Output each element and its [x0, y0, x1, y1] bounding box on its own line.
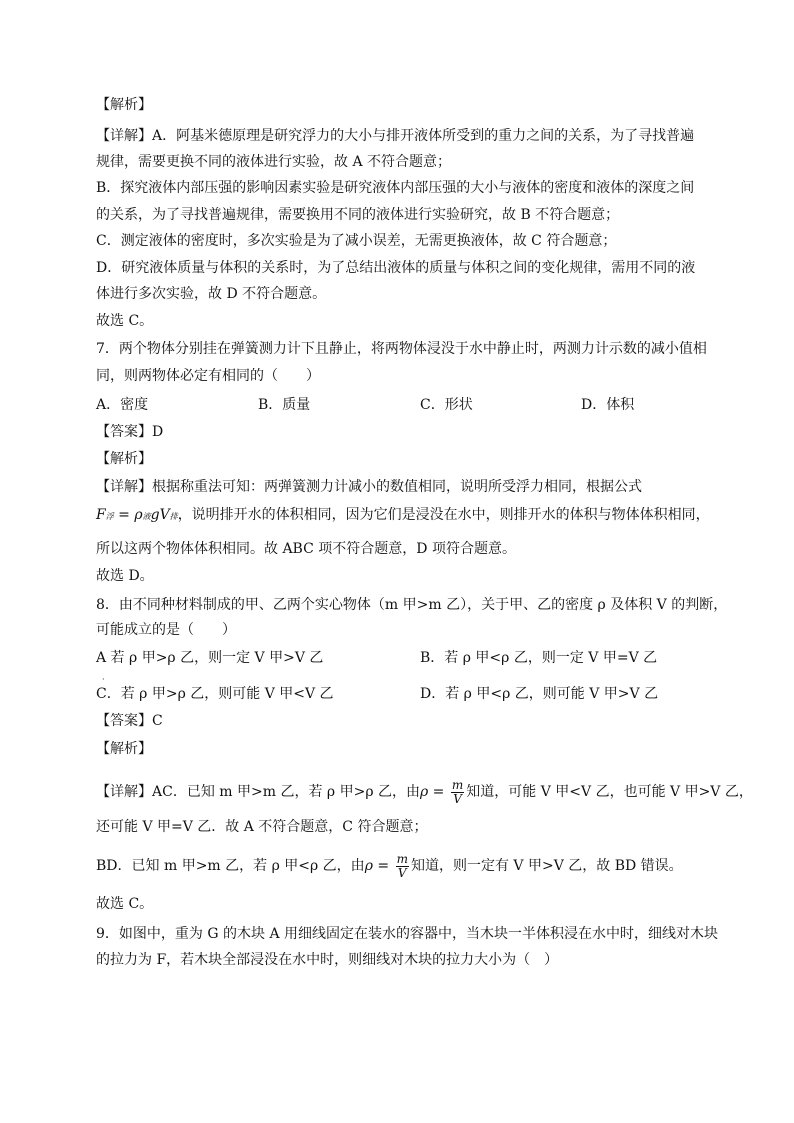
- option-dot-mark: ·: [102, 675, 105, 684]
- q8-option-d: D．若 ρ 甲<ρ 乙，则可能 V 甲>V 乙: [420, 686, 659, 702]
- q7-option-b: B．质量: [258, 397, 311, 413]
- l02: 【详解】A．阿基米德原理是研究浮力的大小与排开液体所受到的重力之间的关系，为了寻找普遍: [96, 128, 695, 144]
- buoyancy-formula: F浮 = ρ液gV排: [96, 507, 178, 523]
- q9-stem-line2: 的拉力为 F，若木块全部浸没在水中时，则细线对木块的拉力大小为（ ）: [96, 952, 559, 968]
- q8-detail-ac: 【详解】AC．已知 m 甲>m 乙，若 ρ 甲>ρ 乙，由ρ = $\frac{m}{V}$ 知道，可能 V 甲<V 乙，也可能 V 甲>V 乙，: [96, 777, 753, 806]
- q8-analysis-heading: 【解析】: [96, 741, 152, 757]
- q7-conclusion: 故选 D。: [96, 568, 154, 584]
- density-fraction: $\frac{m}{V}$: [396, 851, 408, 880]
- q7-stem-line2: 同，则两物体必定有相同的（ ）: [96, 368, 320, 384]
- q8-stem-line1: 8．由不同种材料制成的甲、乙两个实心物体（m 甲>m 乙），关于甲、乙的密度 ρ 及体积 V 的判断，: [96, 597, 728, 613]
- l08: 体进行多次实验，故 D 不符合题意。: [96, 286, 327, 302]
- q8-stem-line2: 可能成立的是（ ）: [96, 622, 236, 638]
- q8-answer: 【答案】C: [96, 713, 163, 729]
- l01: 【解析】: [96, 97, 152, 113]
- q7-answer: 【答案】D: [96, 424, 164, 440]
- l07: D．研究液体质量与体积的关系时，为了总结出液体的质量与体积之间的变化规律，需用不同的液: [96, 260, 696, 276]
- q7-detail-line1: 【详解】根据称重法可知：两弹簧测力计减小的数值相同，说明所受浮力相同，根据公式: [96, 479, 642, 495]
- l03: 规律，需要更换不同的液体进行实验，故 A 不符合题意；: [96, 154, 452, 170]
- q7-option-d: D．体积: [581, 397, 635, 413]
- q8-conclusion: 故选 C。: [96, 896, 154, 912]
- q7-option-a: A．密度: [96, 397, 149, 413]
- q7-detail-line3: 所以这两个物体体积相同。故 ABC 项不符合题意，D 项符合题意。: [96, 541, 516, 557]
- q8-detail-bd: BD．已知 m 甲>m 乙，若 ρ 甲<ρ 乙，由ρ = $\frac{m}{V}$ 知道，则一定有 V 甲>V 乙，故 BD 错误。: [96, 851, 683, 880]
- density-fraction: $\frac{m}{V}$: [451, 777, 464, 806]
- l04: B．探究液体内部压强的影响因素实验是研究液体内部压强的大小与液体的密度和液体的深度之间: [96, 180, 695, 196]
- q8-option-b: B．若 ρ 甲<ρ 乙，则一定 V 甲=V 乙: [420, 650, 658, 666]
- q8-detail-ac-cont: 还可能 V 甲=V 乙．故 A 不符合题意，C 符合题意；: [96, 819, 428, 835]
- q8-option-a: A 若 ρ 甲>ρ 乙，则一定 V 甲>V 乙: [96, 650, 324, 666]
- l09: 故选 C。: [96, 313, 154, 329]
- q7-analysis-heading: 【解析】: [96, 451, 152, 467]
- q7-detail-line2: F浮 = ρ液gV排，说明排开水的体积相同，因为它们是浸没在水中，则排开水的体积与物体体积相同，: [96, 507, 710, 523]
- l05: 的关系，为了寻找普遍规律，需要换用不同的液体进行实验研究，故 B 不符合题意；: [96, 207, 620, 223]
- q7-option-c: C．形状: [420, 397, 473, 413]
- l06: C．测定液体的密度时，多次实验是为了减小误差，无需更换液体，故 C 符合题意；: [96, 233, 617, 249]
- q9-stem-line1: 9．如图中，重为 G 的木块 A 用细线固定在装水的容器中，当木块一半体积浸在水中时，细线对木块: [96, 926, 718, 942]
- q8-option-c: C．若 ρ 甲>ρ 乙，则可能 V 甲<V 乙: [96, 686, 334, 702]
- q7-stem-line1: 7．两个物体分别挂在弹簧测力计下且静止，将两物体浸没于水中静止时，两测力计示数的减小值相: [96, 341, 707, 357]
